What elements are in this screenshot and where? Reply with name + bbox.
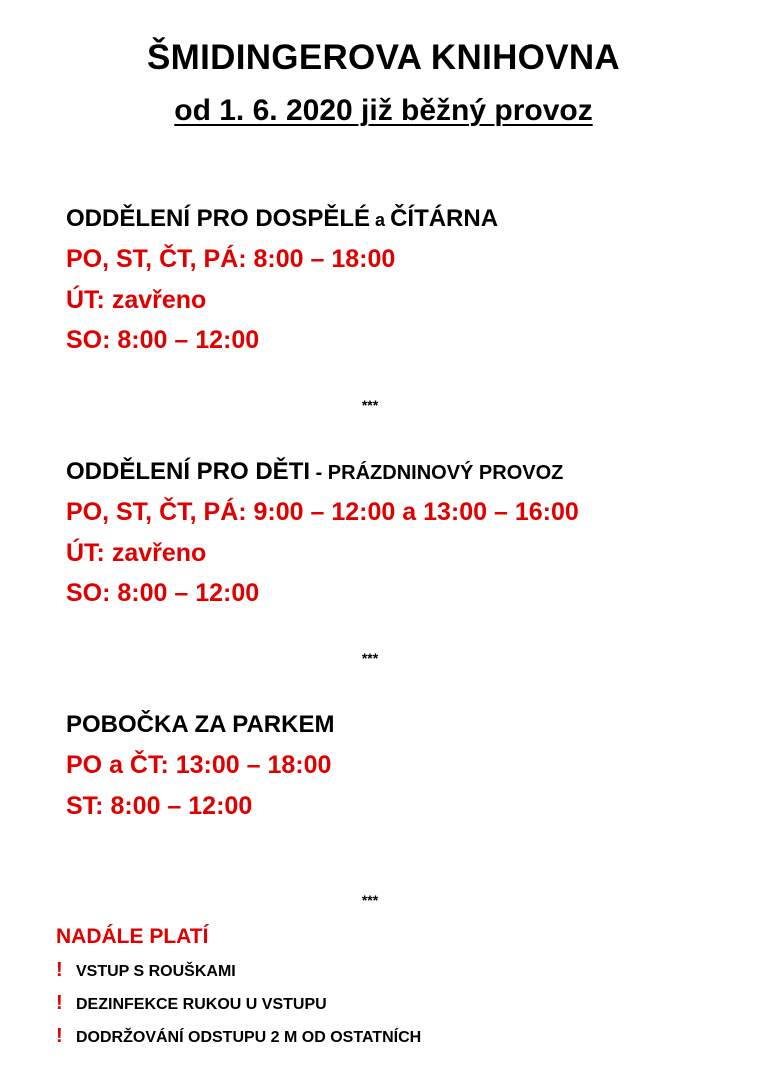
section-heading	[66, 452, 579, 492]
rule-item	[56, 954, 421, 987]
rule-item	[56, 1020, 421, 1053]
operation-subtitle	[0, 94, 767, 128]
separator: ***	[361, 650, 379, 666]
rule-text: VSTUP S ROUŠKAMI	[76, 963, 236, 980]
exclamation-icon: !	[56, 992, 63, 1014]
hours-line: PO a ČT: 13:00 – 18:00	[66, 751, 332, 779]
section-branch	[66, 705, 334, 826]
heading-tail: ČÍTÁRNA	[390, 205, 499, 232]
rule-item	[56, 987, 421, 1020]
hours-line: SO: 8:00 – 12:00	[66, 579, 260, 607]
notice-block	[56, 920, 421, 1053]
heading-main: ODDĚLENÍ PRO DOSPĚLÉ	[66, 205, 371, 232]
separator: ***	[361, 397, 379, 413]
section-children	[66, 452, 579, 614]
hours-line: ÚT: zavřeno	[66, 285, 207, 314]
rule-text: DEZINFEKCE RUKOU U VSTUPU	[76, 996, 327, 1013]
exclamation-icon: !	[56, 959, 63, 981]
notice-heading: NADÁLE PLATÍ	[56, 925, 209, 948]
heading-conjunction: a	[370, 210, 391, 230]
heading-main: ODDĚLENÍ PRO DĚTI	[66, 458, 311, 485]
hours-line: ST: 8:00 – 12:00	[66, 791, 253, 820]
section-heading	[66, 705, 334, 745]
section-adults	[66, 199, 498, 361]
hours-line: PO, ST, ČT, PÁ: 8:00 – 18:00	[66, 245, 396, 273]
subtitle-text: od 1. 6. 2020 již běžný provoz	[174, 94, 593, 127]
hours-line: ÚT: zavřeno	[66, 538, 207, 567]
heading-tail: - PRÁZDNINOVÝ PROVOZ	[310, 462, 564, 484]
exclamation-icon: !	[56, 1025, 63, 1047]
separator: ***	[361, 892, 379, 908]
rule-text: DODRŽOVÁNÍ ODSTUPU 2 M OD OSTATNÍCH	[76, 1029, 422, 1046]
hours-line: SO: 8:00 – 12:00	[66, 326, 260, 354]
hours-line: PO, ST, ČT, PÁ: 9:00 – 12:00 a 13:00 – 16:00	[66, 498, 579, 526]
section-heading	[66, 199, 498, 239]
heading-main: POBOČKA ZA PARKEM	[66, 711, 335, 738]
library-title: ŠMIDINGEROVA KNIHOVNA	[147, 38, 620, 77]
